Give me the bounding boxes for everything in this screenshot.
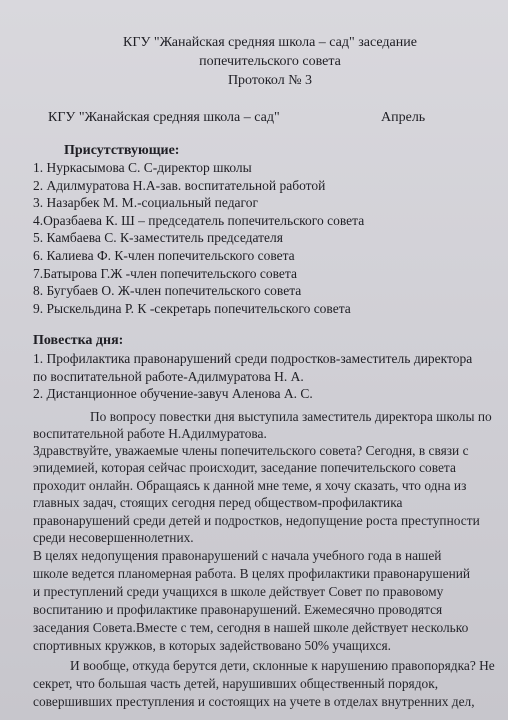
body-line: проходит онлайн. Обращаясь к данной мне теме, я хочу сказать, что одна из bbox=[33, 478, 467, 493]
attendee-item: 5. Камбаева С. К-заместитель председателя bbox=[33, 230, 283, 246]
meeting-month: Апрель bbox=[381, 110, 426, 125]
body-line: воспитательной работе Н.Адилмуратова. bbox=[33, 426, 267, 441]
school-name: КГУ "Жанайская средняя школа – сад" bbox=[48, 110, 280, 125]
body-line: эпидемией, которая сейчас происходит, заседание попечительского совета bbox=[33, 460, 456, 475]
agenda-list bbox=[33, 350, 497, 403]
attendee-item: 6. Калиева Ф. К-член попечительского совета bbox=[33, 247, 295, 263]
attendees-list bbox=[33, 159, 493, 317]
document-title bbox=[80, 33, 460, 90]
agenda-heading: Повестка дня: bbox=[33, 333, 124, 348]
body-line: По вопросу повестки дня выступила заместитель директора школы по bbox=[90, 409, 492, 424]
body-line: спортивных кружков, в которых задействовано 50% учащихся. bbox=[33, 638, 392, 653]
attendee-item: 1. Нуркасымова С. С-директор школы bbox=[33, 160, 252, 175]
body-line: заседания Совета.Вместе с тем, сегодня в нашей школе действует несколько bbox=[33, 620, 469, 635]
body-line: школе ведется планомерная работа. В целях профилактики правонарушений bbox=[33, 566, 471, 581]
body-line: и преступлений среди учащихся в школе действует Совет по правовому bbox=[33, 584, 444, 599]
agenda-item: 1. Профилактика правонарушений среди подростков-заместитель директора bbox=[33, 351, 473, 366]
title-line-2: попечительского совета bbox=[199, 54, 341, 69]
agenda-item: по воспитательной работе-Адилмуратова Н. А. bbox=[33, 368, 304, 384]
body-line: В целях недопущения правонарушений с начала учебного года в нашей bbox=[33, 548, 442, 563]
attendee-item: 2. Адилмуратова Н.А-зав. воспитательной работой bbox=[33, 177, 326, 193]
attendee-item: 9. Рыскельдина Р. К -секретарь попечительского совета bbox=[33, 300, 351, 316]
school-and-date-line bbox=[48, 109, 448, 127]
body-line: правонарушений среди детей и подростков, недопущение роста преступности bbox=[33, 513, 480, 528]
body-line: секрет, что большая часть детей, нарушивших общественный порядок, bbox=[33, 676, 439, 691]
attendee-item: 7.Батырова Г.Ж -член попечительского совета bbox=[33, 265, 297, 281]
present-heading: Присутствующие: bbox=[64, 143, 180, 158]
agenda-item: 2. Дистанционное обучение-завуч Аленова А. С. bbox=[33, 386, 313, 402]
body-line: совершивших преступления и состоящих на учете в отделах внутренних дел, bbox=[33, 694, 475, 709]
attendee-item: 3. Назарбек М. М.-социальный педагог bbox=[33, 195, 259, 211]
body-line: воспитанию и профилактике правонарушений. Ежемесячно проводятся bbox=[33, 602, 443, 617]
attendee-item: 8. Бугубаев О. Ж-член попечительского совета bbox=[33, 283, 302, 299]
title-line-1: КГУ "Жанайская средняя школа – сад" заседание bbox=[123, 35, 417, 50]
body-line: И вообще, откуда берутся дети, склонные к нарушению правопорядка? Не bbox=[70, 658, 495, 673]
body-line: среди несовершеннолетних. bbox=[33, 530, 194, 545]
body-line: Здравствуйте, уважаемые члены попечительского совета? Сегодня, в связи с bbox=[33, 443, 469, 458]
attendee-item: 4.Оразбаева К. Ш – председатель попечительского совета bbox=[33, 212, 365, 228]
protocol-number: Протокол № 3 bbox=[227, 73, 313, 88]
body-line: главных задач, стоящих сегодня перед обществом-профилактика bbox=[33, 495, 403, 510]
